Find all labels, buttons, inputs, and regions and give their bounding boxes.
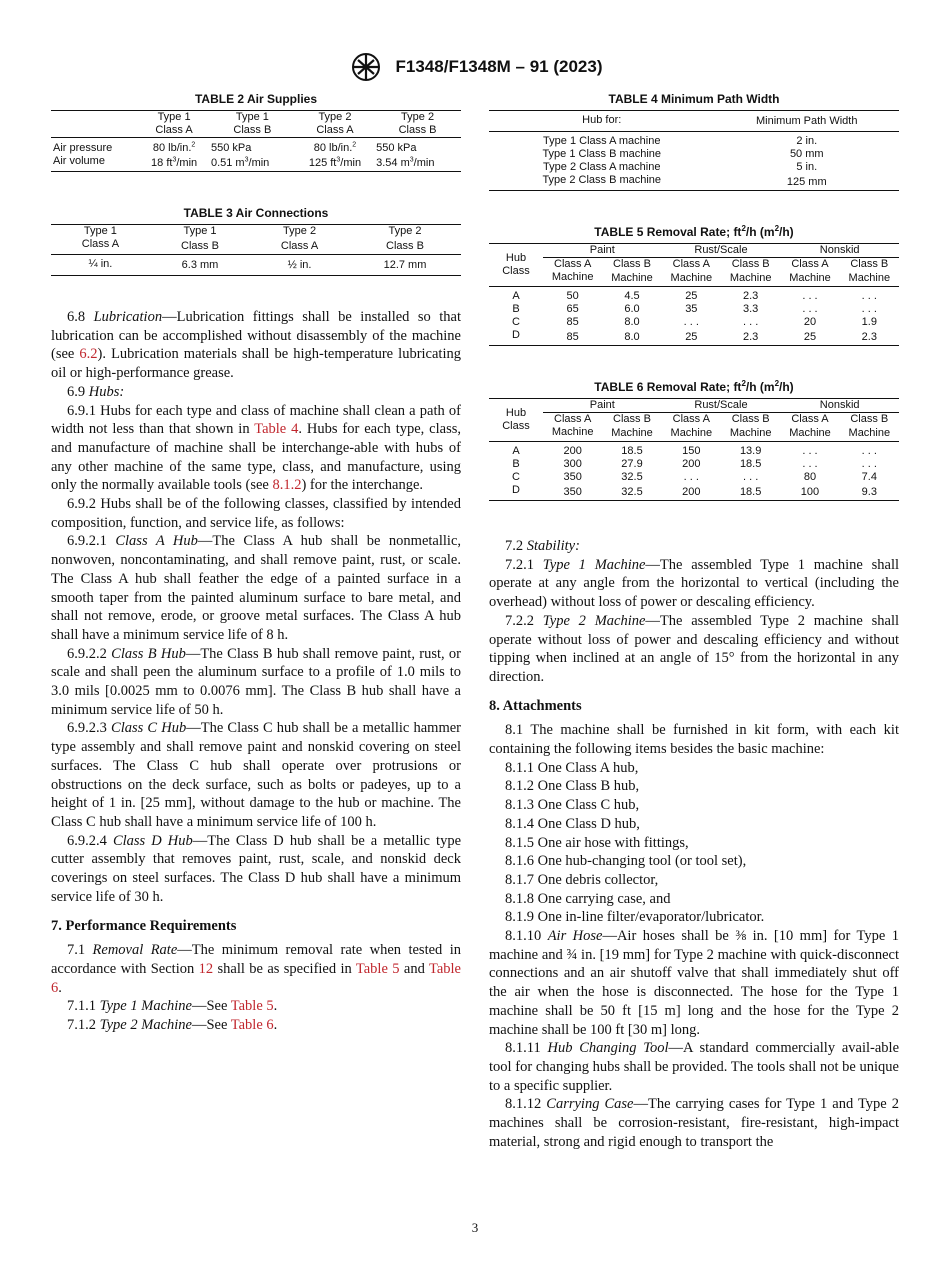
para-7-1: 7.1 Removal Rate—The minimum removal rate when tested in accordance with Section 12 shall be as specified in Table 5 and Table 6. bbox=[51, 942, 461, 996]
table-6-grid bbox=[489, 398, 899, 501]
sub-header: Machine bbox=[611, 427, 653, 439]
t2-h: Type 1 bbox=[157, 111, 191, 123]
t2-h: Type 2 bbox=[401, 111, 435, 123]
sub-header: Machine bbox=[611, 272, 653, 284]
t3-h: Type 2 bbox=[283, 225, 317, 237]
group-header: Rust/Scale bbox=[662, 399, 781, 413]
sub-header: Machine bbox=[551, 426, 594, 438]
t2-h: Class B bbox=[233, 124, 272, 136]
t3-h: Class A bbox=[280, 239, 319, 252]
list-item: 8.1.6 One hub-changing tool (or tool set), bbox=[505, 853, 747, 870]
left-column bbox=[51, 92, 461, 1035]
table-6-caption: TABLE 6 Removal Rate; $ft^2/h$ $(m^2/h)$ bbox=[594, 379, 794, 394]
list-item: 8.1.7 One debris collector, bbox=[505, 871, 659, 888]
t2-h: Class A bbox=[155, 124, 193, 136]
table-cell: Type 2 Class A machine bbox=[543, 161, 661, 173]
para-7-2-2: 7.2.2 Type 2 Machine—The assembled Type 2 machine shall operate without loss of power and descaling efficiency and without tipping when inclined at an angle of 15° from the horizontal in any direction. bbox=[489, 612, 900, 685]
sub-header: Machine bbox=[551, 271, 594, 283]
t2-h: Type 2 bbox=[318, 111, 352, 123]
list-item: 8.1.5 One air hose with fittings, bbox=[505, 834, 689, 851]
sub-header: Class A bbox=[791, 258, 829, 270]
para-8-1-11: 8.1.11 Hub Changing Tool—A standard commercially avail-able tool for changing hubs shall be provided. The tools shall not be unique to a specific supplier. bbox=[489, 1040, 900, 1094]
table-cell: Type 1 Class B machine bbox=[542, 148, 662, 160]
ref-link[interactable]: Table 6 bbox=[230, 1017, 274, 1034]
group-header: Nonskid bbox=[780, 399, 899, 413]
table-cell: 550 kPa bbox=[376, 142, 417, 154]
sub-header: Machine bbox=[789, 272, 831, 284]
ref-link[interactable]: Table 4 bbox=[254, 421, 299, 438]
table-3 bbox=[51, 206, 461, 276]
para-6-9-2-4: 6.9.2.4 Class D Hub—The Class D hub shall be a metallic type cutter assembly that removes paint, rust, scale, and nonskid deck coverings on steel surfaces. The Class D hub shall have a minimum service life of 30 h. bbox=[51, 832, 462, 905]
list-item: 8.1.3 One Class C hub, bbox=[505, 797, 640, 814]
ref-link[interactable]: 6.2 bbox=[79, 346, 98, 363]
table-5-grid bbox=[489, 243, 899, 346]
table-cell: 12.7 mm bbox=[383, 258, 427, 271]
astm-logo-icon bbox=[348, 52, 384, 82]
sub-header: Machine bbox=[789, 427, 831, 439]
table-3-caption: TABLE 3 Air Connections bbox=[183, 206, 329, 220]
table-row: A 50 4.5 25 2.3 . . . . . . bbox=[512, 290, 877, 302]
sub-header: Machine bbox=[729, 427, 772, 439]
table-cell: Type 2 Class B machine bbox=[542, 174, 662, 186]
ref-link[interactable]: Table 5 bbox=[355, 960, 400, 977]
table-4-grid bbox=[489, 110, 899, 191]
table-row: A 200 18.5 150 13.9 . . . . . . bbox=[512, 445, 877, 457]
table-cell: Type 1 Class A machine bbox=[543, 135, 661, 147]
table-row: C 350 32.5 . . . . . . 80 7.4 bbox=[512, 471, 877, 483]
sub-header: Machine bbox=[848, 427, 891, 439]
table-row: B 65 6.0 35 3.3 . . . . . . bbox=[512, 303, 877, 315]
right-body-text bbox=[489, 537, 899, 1152]
table-row: C 85 8.0 . . . . . . 20 1.9 bbox=[512, 316, 877, 328]
sub-header: Class B bbox=[731, 413, 770, 425]
table-cell: 50 mm bbox=[789, 148, 824, 160]
table-2-grid bbox=[51, 110, 461, 172]
table-cell: 550 kPa bbox=[210, 142, 252, 154]
sub-header: Machine bbox=[670, 272, 713, 284]
sub-header: Class A bbox=[672, 258, 710, 270]
para-7-1-2: 7.1.2 Type 2 Machine—See Table 6. bbox=[67, 1017, 278, 1034]
table-cell: 5 in. bbox=[796, 161, 818, 173]
section-8-heading: 8. Attachments bbox=[489, 697, 582, 714]
table-row: B 300 27.9 200 18.5 . . . . . . bbox=[512, 458, 877, 470]
para-6-9-2-1: 6.9.2.1 Class A Hub—The Class A hub shall be nonmetallic, nonwoven, noncontaminating, and shall remove paint, rust, or scale. The Class A hub shall feather the edge of a painted surface in a smooth taper from the painted aluminum surface to bare metal, and shall not remove, erode, or groove metal surfaces. The Class A hub shall have a minimum service life of 8 h. bbox=[51, 533, 462, 643]
hub-class-header: Hub Class bbox=[489, 399, 543, 442]
para-6-9-1: 6.9.1 Hubs for each type and class of machine shall clean a path of width not less than that shown in Table 4. Hubs for each type, class, and manufacture of machine shall be interchange-able with hubs of any other machine of the same type, class, and manufacture, using only the normally available tools (see 8.1.2) for the interchange. bbox=[51, 402, 461, 494]
table-cell: 2 in. bbox=[796, 135, 818, 147]
para-6-9-2-2: 6.9.2.2 Class B Hub—The Class B hub shall remove paint, rust, or scale and shall peen the aluminum surface to a profile of 1.0 mils to 3.0 mils [0.0025 mm to 0.0076 mm]. The Class B hub shall have a minimum service life of 50 h. bbox=[51, 645, 461, 718]
sub-header: Class A bbox=[554, 413, 592, 425]
list-item: 8.1.2 One Class B hub, bbox=[505, 778, 640, 795]
t2-h: Class B bbox=[398, 124, 437, 136]
table-cell: 80 lb/in.$^2$ bbox=[152, 141, 196, 154]
table-cell: Air pressure bbox=[53, 142, 113, 154]
sub-header: Class B bbox=[613, 413, 651, 425]
para-8-1-10: 8.1.10 Air Hose—Air hoses shall be ⅜ in. [10 mm] for Type 1 machine and ¾ in. [19 mm] for Type 2 machine with quick-disconnect connections and an air shutoff valve that shall immediately shut off the air when the hose is disconnected. The hose for the Type 1 machine shall be 50 ft [15 m] long and the hose for the Type 2 machine shall be 100 ft [30 m] long. bbox=[489, 928, 900, 1038]
table-5-caption: TABLE 5 Removal Rate; $ft^2/h$ $(m^2/h)$ bbox=[594, 224, 794, 239]
group-header: Paint bbox=[543, 399, 662, 413]
para-6-9: 6.9 Hubs: bbox=[67, 383, 125, 400]
right-column bbox=[489, 92, 899, 1152]
t3-h: Type 1 bbox=[83, 225, 117, 237]
sub-header: Class B bbox=[850, 413, 889, 425]
ref-link[interactable]: Table 6 bbox=[51, 960, 461, 996]
group-header: Rust/Scale bbox=[662, 244, 781, 258]
section-7-heading: 7. Performance Requirements bbox=[51, 917, 237, 934]
t3-h: Class B bbox=[181, 239, 219, 252]
para-8-1: 8.1 The machine shall be furnished in kit form, with each kit containing the following items besides the basic machine: bbox=[489, 722, 899, 758]
table-cell: 80 lb/in.$^2$ bbox=[313, 141, 357, 154]
para-6-9-2-3: 6.9.2.3 Class C Hub—The Class C hub shall be a metallic hammer type assembly and shall remove paint and nonskid covering on steel surfaces. The Class C hub shall operate over protrusions or obstructions on the deck surface, such as bolts or padeyes, up to a height of 1 in. [25 mm], without damage to the hub or machine. The Class C hub shall have a minimum service life of 100 h. bbox=[51, 720, 462, 830]
t4-h: Hub for: bbox=[582, 114, 622, 126]
page-number: 3 bbox=[471, 1220, 479, 1235]
ref-link[interactable]: 8.1.2 bbox=[272, 477, 302, 494]
table-cell: 18 $ft^3/\min$ bbox=[151, 155, 198, 169]
para-8-1-12: 8.1.12 Carrying Case—The carrying cases for Type 1 and Type 2 machines shall be corrosion-resistant, fire-resistant, high-impact material, strong and rigid enough to transport the bbox=[489, 1096, 900, 1150]
para-6-8: 6.8 Lubrication—Lubrication fittings shall be installed so that lubrication can be accomplished without disassembly of the machine (see 6.2). Lubrication materials shall be high-temperature lubricating oil or high-performance grease. bbox=[51, 309, 461, 382]
table-cell: ½ in. bbox=[287, 258, 312, 271]
t2-h: Class A bbox=[316, 124, 354, 136]
ref-link[interactable]: 12 bbox=[198, 960, 214, 977]
table-cell: 6.3 mm bbox=[181, 258, 219, 271]
t2-h: Type 1 bbox=[235, 111, 269, 123]
sub-header: Machine bbox=[670, 427, 713, 439]
para-7-2: 7.2 Stability: bbox=[505, 538, 580, 554]
hub-class-header: Hub Class bbox=[489, 244, 543, 287]
table-cell: 3.54 $m^3/\min$ bbox=[376, 155, 435, 169]
t3-h: Class A bbox=[81, 238, 120, 250]
sub-header: Machine bbox=[729, 272, 772, 284]
document-code: F1348/F1348M – 91 (2023) bbox=[395, 57, 603, 76]
sub-header: Class B bbox=[613, 258, 651, 270]
table-row: D 85 8.0 25 2.3 25 2.3 bbox=[489, 329, 899, 346]
list-item: 8.1.8 One carrying case, and bbox=[505, 890, 671, 907]
para-6-9-2: 6.9.2 Hubs shall be of the following classes, classified by intended composition, function, and service life, as follows: bbox=[51, 496, 461, 531]
table-cell: 125 $ft^3/\min$ bbox=[308, 155, 362, 169]
para-7-1-1: 7.1.1 Type 1 Machine—See Table 5. bbox=[67, 998, 278, 1015]
ref-link[interactable]: Table 5 bbox=[230, 998, 274, 1015]
table-cell: 0.51 $m^3/\min$ bbox=[210, 155, 270, 169]
table-cell: ¼ in. bbox=[88, 258, 113, 270]
list-item: 8.1.4 One Class D hub, bbox=[505, 815, 640, 832]
list-item: 8.1.1 One Class A hub, bbox=[505, 759, 639, 776]
sub-header: Class B bbox=[850, 258, 889, 270]
table-4-caption: TABLE 4 Minimum Path Width bbox=[608, 92, 780, 106]
sub-header: Class A bbox=[672, 413, 710, 425]
t3-h: Class B bbox=[386, 239, 424, 252]
table-cell: Air volume bbox=[53, 155, 105, 167]
sub-header: Class A bbox=[791, 413, 829, 425]
page-header bbox=[0, 52, 950, 82]
group-header: Paint bbox=[543, 244, 662, 258]
sub-header: Class A bbox=[554, 258, 592, 270]
table-2 bbox=[51, 92, 461, 172]
sub-header: Class B bbox=[731, 258, 770, 270]
table-cell: 125 mm bbox=[786, 175, 827, 188]
table-4 bbox=[489, 92, 899, 191]
table-2-caption: TABLE 2 Air Supplies bbox=[194, 92, 317, 106]
t3-h: Type 2 bbox=[388, 225, 422, 237]
table-6 bbox=[489, 380, 899, 501]
t4-h: Minimum Path Width bbox=[756, 114, 858, 127]
para-7-2-1: 7.2.1 Type 1 Machine—The assembled Type 1 machine shall operate at any angle from the horizontal to vertical (including the overhead) without loss of power or descaling efficiency. bbox=[489, 556, 900, 611]
table-row: D 350 32.5 200 18.5 100 9.3 bbox=[489, 484, 899, 501]
sub-header: Machine bbox=[848, 272, 891, 284]
t3-h: Type 1 bbox=[183, 225, 217, 237]
table-3-grid bbox=[51, 224, 461, 276]
table-5 bbox=[489, 225, 899, 346]
left-body-text bbox=[51, 308, 461, 1035]
list-item: 8.1.9 One in-line filter/evaporator/lubricator. bbox=[505, 909, 765, 926]
group-header: Nonskid bbox=[780, 244, 899, 258]
